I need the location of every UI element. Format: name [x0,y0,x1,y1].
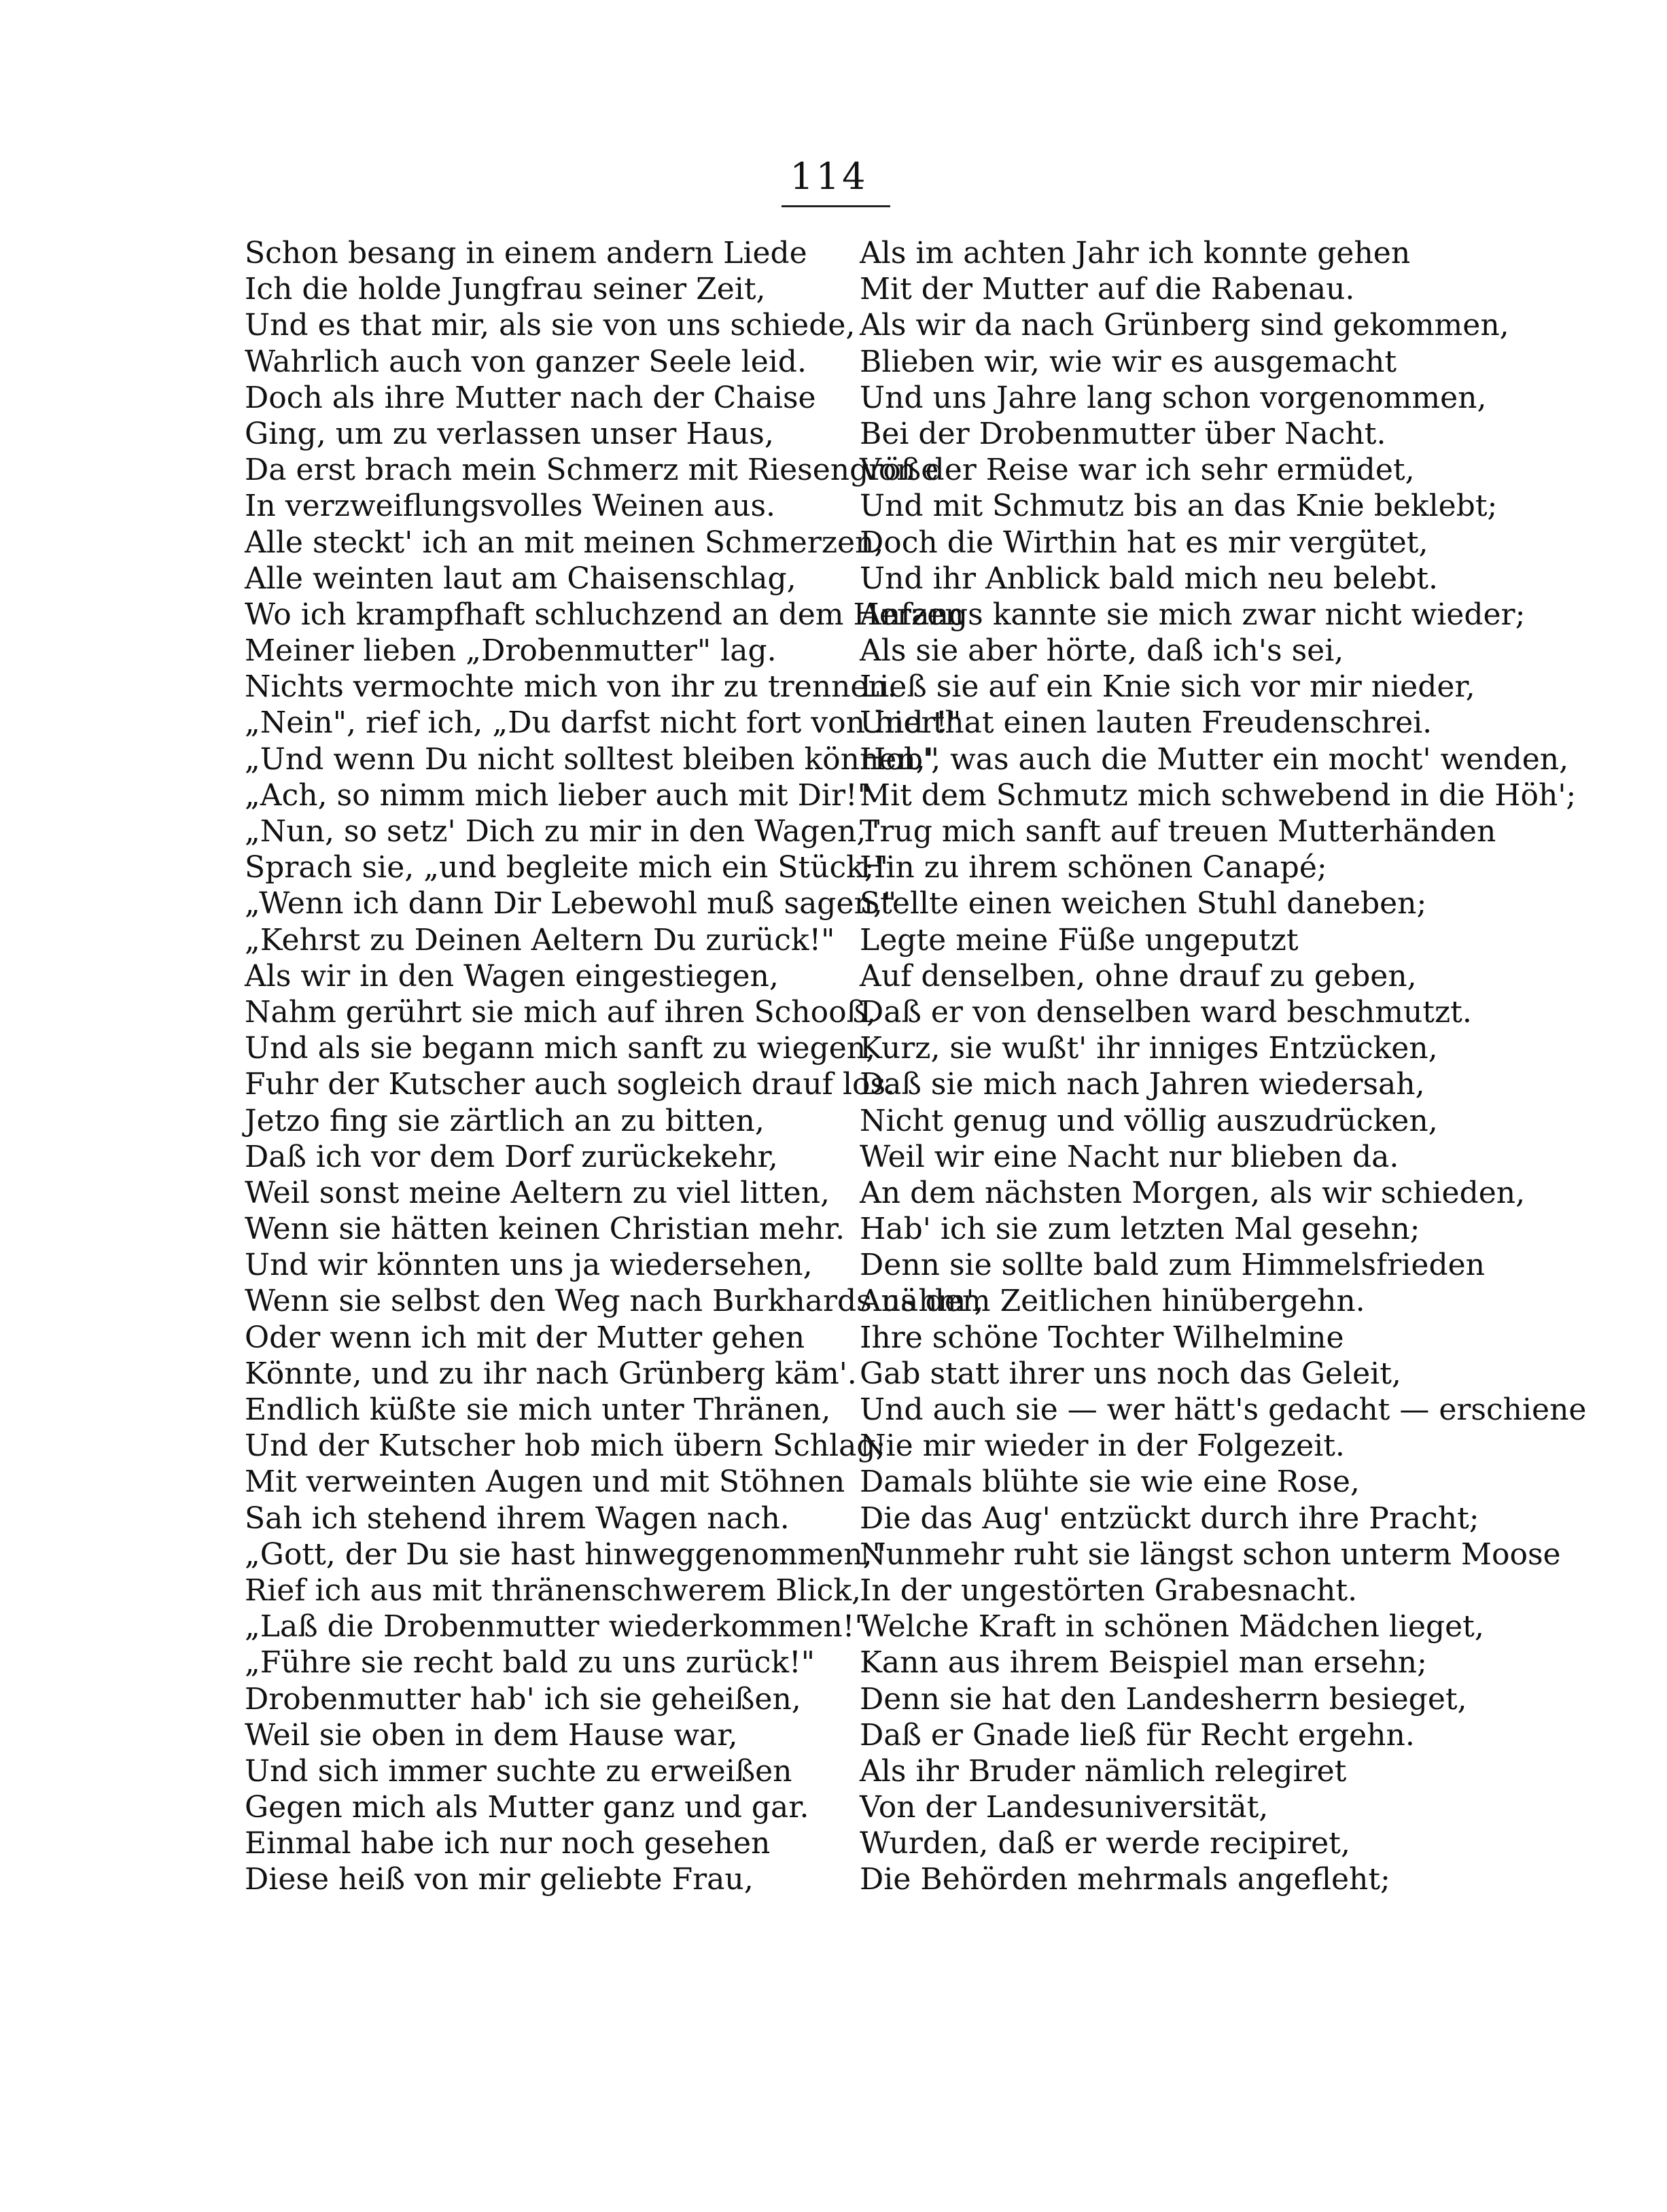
verse-line: „Ach, so nimm mich lieber auch mit Dir!" [245,777,871,813]
verse-line: Weil sie oben in dem Hause war, [245,1717,738,1753]
verse-line: „Laß die Drobenmutter wiederkommen!" [245,1609,868,1645]
verse-line: Anfangs kannte sie mich zwar nicht wieder; [860,597,1526,632]
verse-line: Hob', was auch die Mutter ein mocht' wenden, [860,741,1569,777]
verse-line: Oder wenn ich mit der Mutter gehen [245,1320,805,1355]
verse-line: „Nun, so setz' Dich zu mir in den Wagen," [245,814,880,849]
verse-line: Als ihr Bruder nämlich relegiret [860,1753,1347,1789]
verse-line: Wo ich krampfhaft schluchzend an dem Herzen [245,597,964,632]
verse-line: Und ihr Anblick bald mich neu belebt. [860,561,1438,596]
right-poem-column [860,235,1586,1898]
verse-line: Von der Landesuniversität, [860,1790,1269,1825]
verse-line: Alle steckt' ich an mit meinen Schmerzen, [245,525,884,560]
verse-line: Wahrlich auch von ganzer Seele leid. [245,344,807,379]
verse-line: Welche Kraft in schönen Mädchen lieget, [860,1609,1484,1645]
verse-line: Als wir da nach Grünberg sind gekommen, [860,308,1509,343]
verse-line: Aus dem Zeitlichen hinübergehn. [860,1284,1365,1319]
verse-line: In verzweiflungsvolles Weinen aus. [245,489,776,524]
verse-line: Und uns Jahre lang schon vorgenommen, [860,380,1487,415]
verse-line: Stellte einen weichen Stuhl daneben; [860,886,1427,921]
verse-line: Daß ich vor dem Dorf zurückekehr, [245,1139,778,1174]
verse-line: Nunmehr ruht sie längst schon unterm Moose [860,1537,1561,1572]
verse-line: Wenn sie hätten keinen Christian mehr. [245,1212,845,1247]
verse-line: Von der Reise war ich sehr ermüdet, [860,453,1415,488]
verse-line: Kann aus ihrem Beispiel man ersehn; [860,1645,1427,1681]
verse-line: Drobenmutter hab' ich sie geheißen, [245,1681,801,1717]
verse-line: Schon besang in einem andern Liede [245,236,807,270]
verse-line: Nicht genug und völlig auszudrücken, [860,1103,1438,1138]
verse-line: Alle weinten laut am Chaisenschlag, [245,561,796,596]
verse-line: Fuhr der Kutscher auch sogleich drauf los. [245,1067,896,1102]
verse-line: Sprach sie, „und begleite mich ein Stück;" [245,850,888,885]
verse-line: Und auch sie — wer hätt's gedacht — erschiene [860,1392,1587,1427]
verse-line: Bei der Drobenmutter über Nacht. [860,416,1386,451]
verse-line: Doch die Wirthin hat es mir vergütet, [860,525,1428,560]
verse-line: Legte meine Füße ungeputzt [860,922,1299,958]
verse-line: Als im achten Jahr ich konnte gehen [860,236,1411,270]
verse-line: Diese heiß von mir geliebte Frau, [245,1862,754,1897]
verse-line: Weil sonst meine Aeltern zu viel litten, [245,1175,830,1210]
verse-line: Nichts vermochte mich von ihr zu trennen. [245,669,897,705]
verse-line: Kurz, sie wußt' ihr inniges Entzücken, [860,1031,1438,1066]
verse-line: Meiner lieben „Drobenmutter" lag. [245,633,777,669]
verse-line: Und mit Schmutz bis an das Knie beklebt; [860,489,1498,524]
verse-line: Ihre schöne Tochter Wilhelmine [860,1320,1344,1355]
verse-line: Trug mich sanft auf treuen Mutterhänden [860,814,1496,849]
verse-line: Ließ sie auf ein Knie sich vor mir nieder, [860,669,1475,705]
verse-line: Ging, um zu verlassen unser Haus, [245,416,774,451]
verse-line: Gegen mich als Mutter ganz und gar. [245,1790,809,1825]
verse-line: Als wir in den Wagen eingestiegen, [245,958,779,994]
verse-line: Daß er Gnade ließ für Recht ergehn. [860,1717,1415,1753]
verse-line: Weil wir eine Nacht nur blieben da. [860,1139,1399,1174]
verse-line: „Kehrst zu Deinen Aeltern Du zurück!" [245,922,835,958]
verse-line: An dem nächsten Morgen, als wir schieden, [860,1175,1526,1210]
verse-line: Blieben wir, wie wir es ausgemacht [860,344,1397,379]
verse-line: Und wir könnten uns ja wiedersehen, [245,1248,813,1283]
page-number: 114 [790,155,868,198]
page-number-rule [782,205,890,207]
verse-line: Wenn sie selbst den Weg nach Burkhards nähm', [245,1284,984,1319]
verse-line: Jetzo fing sie zärtlich an zu bitten, [245,1103,765,1138]
verse-line: „Nein", rief ich, „Du darfst nicht fort von hier!" [245,705,962,741]
verse-line: Als sie aber hörte, daß ich's sei, [860,633,1344,669]
verse-line: Mit dem Schmutz mich schwebend in die Höh'; [860,777,1577,813]
verse-line: In der ungestörten Grabesnacht. [860,1573,1358,1608]
verse-line: Auf denselben, ohne drauf zu geben, [860,958,1417,994]
verse-line: Denn sie hat den Landesherrn besieget, [860,1681,1467,1717]
verse-line: „Führe sie recht bald zu uns zurück!" [245,1645,815,1681]
verse-line: Hab' ich sie zum letzten Mal gesehn; [860,1212,1420,1247]
verse-line: Einmal habe ich nur noch gesehen [245,1826,771,1861]
verse-line: Die Behörden mehrmals angefleht; [860,1862,1390,1897]
verse-line: Doch als ihre Mutter nach der Chaise [245,380,816,415]
verse-line: Könnte, und zu ihr nach Grünberg käm'. [245,1356,857,1391]
verse-line: Sah ich stehend ihrem Wagen nach. [245,1500,790,1536]
verse-line: Da erst brach mein Schmerz mit Riesengröße [245,453,939,488]
verse-line: Und es that mir, als sie von uns schiede, [245,308,856,343]
verse-line: Gab statt ihrer uns noch das Geleit, [860,1356,1401,1391]
verse-line: Rief ich aus mit thränenschwerem Blick, [245,1573,861,1608]
verse-line: Und sich immer suchte zu erweißen [245,1753,792,1789]
verse-line: Und der Kutscher hob mich übern Schlag; [245,1428,886,1464]
verse-line: Ich die holde Jungfrau seiner Zeit, [245,272,766,307]
verse-line: „Wenn ich dann Dir Lebewohl muß sagen," [245,886,897,921]
verse-line: Nahm gerührt sie mich auf ihren Schooß, [245,994,876,1030]
verse-line: Die das Aug' entzückt durch ihre Pracht; [860,1500,1479,1536]
verse-line: Endlich küßte sie mich unter Thränen, [245,1392,831,1427]
verse-line: Damals blühte sie wie eine Rose, [860,1464,1360,1500]
verse-line: Hin zu ihrem schönen Canapé; [860,850,1327,885]
verse-line: Und that einen lauten Freudenschrei. [860,705,1433,741]
verse-line: „Gott, der Du sie hast hinweggenommen," [245,1537,886,1572]
verse-line: Nie mir wieder in der Folgezeit. [860,1428,1345,1464]
verse-line: Und als sie begann mich sanft zu wiegen, [245,1031,876,1066]
verse-line: Denn sie sollte bald zum Himmelsfrieden [860,1248,1485,1283]
verse-line: Mit verweinten Augen und mit Stöhnen [245,1464,845,1500]
verse-line: Wurden, daß er werde recipiret, [860,1826,1350,1861]
verse-line: Daß sie mich nach Jahren wiedersah, [860,1067,1425,1102]
verse-line: „Und wenn Du nicht solltest bleiben können," [245,741,939,777]
verse-line: Mit der Mutter auf die Rabenau. [860,272,1355,307]
verse-line: Daß er von denselben ward beschmutzt. [860,994,1472,1030]
